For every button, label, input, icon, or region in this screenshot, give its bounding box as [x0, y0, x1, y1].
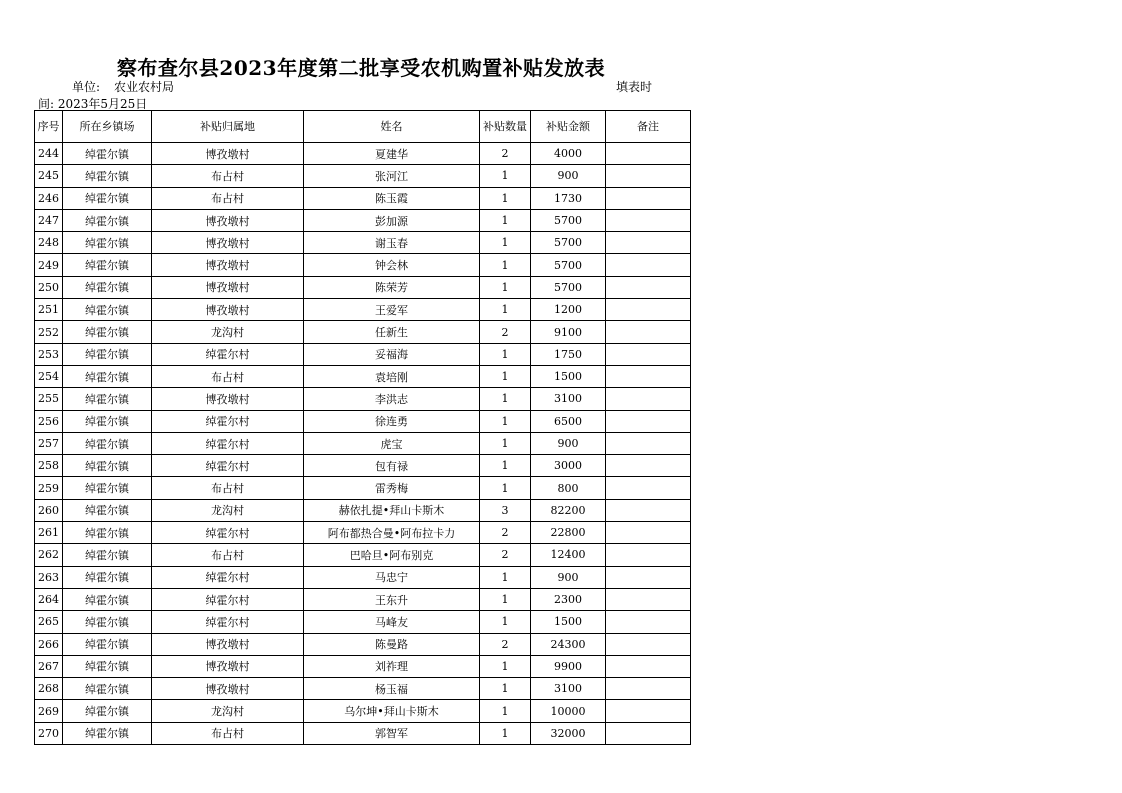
cell-village: 布占村	[152, 722, 304, 744]
cell-name: 张河江	[304, 165, 480, 187]
table-row	[35, 343, 691, 365]
cell-quantity: 1	[480, 611, 531, 633]
cell-amount: 4000	[531, 143, 606, 165]
cell-township: 绰霍尔镇	[63, 365, 152, 387]
cell-name: 袁培刚	[304, 365, 480, 387]
cell-quantity: 1	[480, 365, 531, 387]
cell-amount: 24300	[531, 633, 606, 655]
cell-quantity: 1	[480, 232, 531, 254]
table-row	[35, 143, 691, 165]
table-row	[35, 722, 691, 744]
cell-quantity: 1	[480, 276, 531, 298]
cell-township: 绰霍尔镇	[63, 254, 152, 276]
cell-remark	[606, 365, 691, 387]
cell-remark	[606, 633, 691, 655]
cell-name: 陈玉霞	[304, 187, 480, 209]
cell-amount: 6500	[531, 410, 606, 432]
cell-village: 绰霍尔村	[152, 410, 304, 432]
cell-quantity: 1	[480, 477, 531, 499]
cell-name: 马峰友	[304, 611, 480, 633]
cell-remark	[606, 410, 691, 432]
cell-seq: 248	[35, 232, 63, 254]
cell-village: 博孜墩村	[152, 678, 304, 700]
cell-amount: 900	[531, 432, 606, 454]
cell-amount: 10000	[531, 700, 606, 722]
header-remark: 备注	[606, 111, 691, 143]
cell-seq: 260	[35, 499, 63, 521]
cell-seq: 256	[35, 410, 63, 432]
cell-remark	[606, 299, 691, 321]
cell-name: 雷秀梅	[304, 477, 480, 499]
cell-remark	[606, 432, 691, 454]
cell-seq: 257	[35, 432, 63, 454]
table-row	[35, 544, 691, 566]
cell-remark	[606, 165, 691, 187]
cell-remark	[606, 722, 691, 744]
cell-quantity: 1	[480, 655, 531, 677]
cell-amount: 3000	[531, 455, 606, 477]
cell-remark	[606, 254, 691, 276]
cell-quantity: 1	[480, 410, 531, 432]
cell-village: 博孜墩村	[152, 276, 304, 298]
cell-seq: 265	[35, 611, 63, 633]
table-row	[35, 165, 691, 187]
cell-amount: 1750	[531, 343, 606, 365]
cell-township: 绰霍尔镇	[63, 522, 152, 544]
cell-village: 布占村	[152, 165, 304, 187]
cell-quantity: 1	[480, 299, 531, 321]
cell-township: 绰霍尔镇	[63, 232, 152, 254]
cell-remark	[606, 678, 691, 700]
table-row	[35, 611, 691, 633]
cell-township: 绰霍尔镇	[63, 143, 152, 165]
cell-township: 绰霍尔镇	[63, 477, 152, 499]
cell-village: 绰霍尔村	[152, 522, 304, 544]
table-row	[35, 187, 691, 209]
cell-amount: 9900	[531, 655, 606, 677]
cell-township: 绰霍尔镇	[63, 299, 152, 321]
cell-quantity: 1	[480, 165, 531, 187]
cell-amount: 9100	[531, 321, 606, 343]
cell-village: 博孜墩村	[152, 143, 304, 165]
cell-seq: 269	[35, 700, 63, 722]
table-row	[35, 455, 691, 477]
cell-remark	[606, 343, 691, 365]
cell-quantity: 1	[480, 209, 531, 231]
cell-name: 谢玉春	[304, 232, 480, 254]
cell-seq: 261	[35, 522, 63, 544]
cell-name: 虎宝	[304, 432, 480, 454]
cell-quantity: 1	[480, 187, 531, 209]
header-township: 所在乡镇场	[63, 111, 152, 143]
cell-remark	[606, 143, 691, 165]
cell-seq: 252	[35, 321, 63, 343]
cell-village: 龙沟村	[152, 499, 304, 521]
cell-village: 绰霍尔村	[152, 566, 304, 588]
table-row	[35, 232, 691, 254]
cell-village: 博孜墩村	[152, 209, 304, 231]
header-village: 补贴归属地	[152, 111, 304, 143]
cell-amount: 5700	[531, 209, 606, 231]
cell-village: 博孜墩村	[152, 254, 304, 276]
cell-amount: 5700	[531, 254, 606, 276]
cell-name: 夏建华	[304, 143, 480, 165]
cell-village: 博孜墩村	[152, 232, 304, 254]
cell-name: 陈曼路	[304, 633, 480, 655]
cell-township: 绰霍尔镇	[63, 633, 152, 655]
cell-remark	[606, 187, 691, 209]
header-seq: 序号	[35, 111, 63, 143]
cell-quantity: 1	[480, 588, 531, 610]
cell-name: 彭加源	[304, 209, 480, 231]
cell-quantity: 2	[480, 321, 531, 343]
table-row	[35, 209, 691, 231]
cell-township: 绰霍尔镇	[63, 655, 152, 677]
cell-amount: 5700	[531, 232, 606, 254]
subsidy-table	[34, 110, 691, 745]
date-line: 间: 2023年5月25日	[38, 97, 148, 111]
table-row	[35, 588, 691, 610]
cell-seq: 249	[35, 254, 63, 276]
cell-seq: 270	[35, 722, 63, 744]
table-row	[35, 477, 691, 499]
table-row	[35, 365, 691, 387]
cell-township: 绰霍尔镇	[63, 588, 152, 610]
cell-remark	[606, 611, 691, 633]
cell-amount: 800	[531, 477, 606, 499]
cell-township: 绰霍尔镇	[63, 544, 152, 566]
header-amount: 补贴金额	[531, 111, 606, 143]
cell-township: 绰霍尔镇	[63, 276, 152, 298]
cell-name: 包有禄	[304, 455, 480, 477]
cell-seq: 264	[35, 588, 63, 610]
cell-seq: 254	[35, 365, 63, 387]
cell-township: 绰霍尔镇	[63, 678, 152, 700]
table-row	[35, 276, 691, 298]
table-row	[35, 566, 691, 588]
cell-amount: 1500	[531, 611, 606, 633]
cell-amount: 900	[531, 566, 606, 588]
cell-remark	[606, 700, 691, 722]
cell-remark	[606, 232, 691, 254]
cell-township: 绰霍尔镇	[63, 343, 152, 365]
cell-name: 徐连勇	[304, 410, 480, 432]
cell-name: 任新生	[304, 321, 480, 343]
cell-village: 布占村	[152, 365, 304, 387]
unit-label: 单位:	[72, 80, 101, 94]
cell-seq: 255	[35, 388, 63, 410]
cell-quantity: 2	[480, 522, 531, 544]
cell-quantity: 1	[480, 455, 531, 477]
cell-seq: 259	[35, 477, 63, 499]
cell-name: 刘祚理	[304, 655, 480, 677]
cell-village: 博孜墩村	[152, 633, 304, 655]
cell-quantity: 1	[480, 388, 531, 410]
cell-name: 乌尔坤•拜山卡斯木	[304, 700, 480, 722]
cell-village: 博孜墩村	[152, 655, 304, 677]
table-row	[35, 299, 691, 321]
cell-township: 绰霍尔镇	[63, 566, 152, 588]
cell-seq: 245	[35, 165, 63, 187]
table-row	[35, 522, 691, 544]
cell-village: 布占村	[152, 544, 304, 566]
cell-amount: 900	[531, 165, 606, 187]
cell-remark	[606, 477, 691, 499]
cell-township: 绰霍尔镇	[63, 187, 152, 209]
cell-quantity: 2	[480, 544, 531, 566]
cell-remark	[606, 209, 691, 231]
cell-quantity: 1	[480, 566, 531, 588]
cell-township: 绰霍尔镇	[63, 700, 152, 722]
table-row	[35, 388, 691, 410]
cell-quantity: 1	[480, 254, 531, 276]
cell-amount: 1730	[531, 187, 606, 209]
unit-value: 农业农村局	[114, 80, 175, 94]
cell-amount: 32000	[531, 722, 606, 744]
cell-amount: 22800	[531, 522, 606, 544]
cell-township: 绰霍尔镇	[63, 388, 152, 410]
cell-amount: 1500	[531, 365, 606, 387]
cell-name: 郭智军	[304, 722, 480, 744]
cell-amount: 82200	[531, 499, 606, 521]
cell-village: 布占村	[152, 477, 304, 499]
cell-village: 龙沟村	[152, 321, 304, 343]
cell-name: 杨玉福	[304, 678, 480, 700]
cell-amount: 1200	[531, 299, 606, 321]
cell-name: 巴哈旦•阿布别克	[304, 544, 480, 566]
document-title: 察布查尔县2023年度第二批享受农机购置补贴发放表	[116, 56, 606, 80]
cell-seq: 266	[35, 633, 63, 655]
cell-remark	[606, 544, 691, 566]
cell-amount: 3100	[531, 678, 606, 700]
table-row	[35, 432, 691, 454]
cell-remark	[606, 455, 691, 477]
table-row	[35, 655, 691, 677]
cell-quantity: 2	[480, 143, 531, 165]
cell-remark	[606, 522, 691, 544]
table-row	[35, 254, 691, 276]
cell-township: 绰霍尔镇	[63, 499, 152, 521]
cell-name: 马忠宁	[304, 566, 480, 588]
cell-village: 绰霍尔村	[152, 455, 304, 477]
cell-township: 绰霍尔镇	[63, 455, 152, 477]
cell-township: 绰霍尔镇	[63, 611, 152, 633]
cell-remark	[606, 276, 691, 298]
cell-name: 李洪志	[304, 388, 480, 410]
cell-name: 钟会林	[304, 254, 480, 276]
cell-village: 绰霍尔村	[152, 611, 304, 633]
cell-remark	[606, 655, 691, 677]
cell-seq: 246	[35, 187, 63, 209]
cell-township: 绰霍尔镇	[63, 432, 152, 454]
cell-village: 博孜墩村	[152, 299, 304, 321]
cell-quantity: 1	[480, 432, 531, 454]
cell-seq: 244	[35, 143, 63, 165]
cell-amount: 3100	[531, 388, 606, 410]
cell-seq: 253	[35, 343, 63, 365]
table-row	[35, 700, 691, 722]
cell-name: 王爱军	[304, 299, 480, 321]
cell-township: 绰霍尔镇	[63, 722, 152, 744]
cell-name: 阿布都热合曼•阿布拉卡力	[304, 522, 480, 544]
cell-remark	[606, 499, 691, 521]
cell-quantity: 3	[480, 499, 531, 521]
cell-seq: 258	[35, 455, 63, 477]
table-row	[35, 678, 691, 700]
cell-quantity: 1	[480, 722, 531, 744]
cell-seq: 263	[35, 566, 63, 588]
cell-amount: 2300	[531, 588, 606, 610]
table-row	[35, 321, 691, 343]
cell-township: 绰霍尔镇	[63, 410, 152, 432]
cell-village: 绰霍尔村	[152, 343, 304, 365]
cell-remark	[606, 388, 691, 410]
cell-seq: 247	[35, 209, 63, 231]
cell-seq: 251	[35, 299, 63, 321]
cell-name: 陈荣芳	[304, 276, 480, 298]
cell-remark	[606, 321, 691, 343]
cell-village: 龙沟村	[152, 700, 304, 722]
fill-time-label: 填表时	[616, 80, 653, 94]
cell-amount: 5700	[531, 276, 606, 298]
table-row	[35, 499, 691, 521]
cell-township: 绰霍尔镇	[63, 209, 152, 231]
cell-quantity: 1	[480, 343, 531, 365]
cell-quantity: 2	[480, 633, 531, 655]
cell-township: 绰霍尔镇	[63, 321, 152, 343]
cell-village: 博孜墩村	[152, 388, 304, 410]
cell-village: 绰霍尔村	[152, 432, 304, 454]
cell-name: 妥福海	[304, 343, 480, 365]
cell-remark	[606, 566, 691, 588]
cell-remark	[606, 588, 691, 610]
cell-village: 布占村	[152, 187, 304, 209]
unit-line	[72, 78, 174, 95]
cell-quantity: 1	[480, 678, 531, 700]
cell-seq: 268	[35, 678, 63, 700]
table-header-row	[35, 111, 691, 143]
cell-seq: 267	[35, 655, 63, 677]
header-name: 姓名	[304, 111, 480, 143]
cell-seq: 262	[35, 544, 63, 566]
cell-amount: 12400	[531, 544, 606, 566]
cell-name: 赫依扎提•拜山卡斯木	[304, 499, 480, 521]
table-row	[35, 633, 691, 655]
cell-quantity: 1	[480, 700, 531, 722]
cell-township: 绰霍尔镇	[63, 165, 152, 187]
table-row	[35, 410, 691, 432]
cell-name: 王东升	[304, 588, 480, 610]
header-quantity: 补贴数量	[480, 111, 531, 143]
cell-seq: 250	[35, 276, 63, 298]
cell-village: 绰霍尔村	[152, 588, 304, 610]
